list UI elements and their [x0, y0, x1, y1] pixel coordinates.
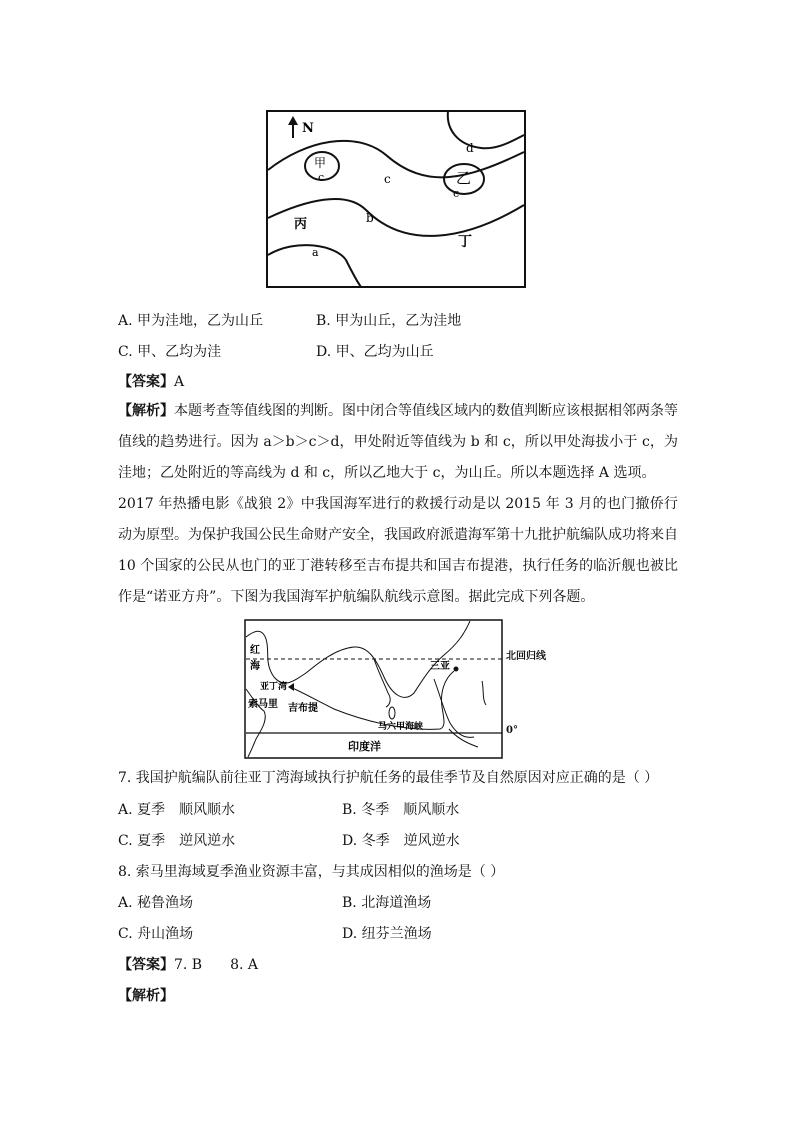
option-letter: C. — [118, 833, 133, 849]
label-yi: 乙 — [456, 169, 472, 187]
answer-value: 7. B 8. A — [174, 957, 259, 973]
label-d: d — [466, 141, 474, 155]
option-letter: A. — [118, 313, 133, 329]
question-intro: 2017 年热播电影《战狼 2》中我国海军进行的救援行动是以 2015 年 3 月的也门撤侨行动为原型。为保护我国公民生命财产安全，我国政府派遣海军第十九批护航编队成功将来自 10 个国家的公民从也门的亚丁港转移至吉布提共和国吉布提港，执行任务的临沂舰也被比作是“诺亚方舟”。下图为我国海军护航编队航线示意图。据此完成下列各题。 — [118, 496, 678, 605]
label-gulf-of-aden: 亚丁湾 — [260, 682, 288, 692]
label-djibouti: 吉布提 — [288, 703, 318, 714]
option-letter: B. — [342, 802, 357, 818]
option-text: 甲、乙均为山丘 — [335, 344, 434, 360]
q8-option-d — [342, 924, 432, 944]
option-letter: D. — [316, 344, 332, 360]
q7-option-d — [342, 831, 460, 851]
label-somalia: 索马里 — [248, 699, 278, 710]
contour-map-frame — [267, 111, 525, 287]
q7-stem: 7. 我国护航编队前往亚丁湾海域执行护航任务的最佳季节及自然原因对应正确的是（ ） — [118, 770, 659, 786]
option-letter: B. — [316, 313, 331, 329]
q6-option-a — [118, 311, 263, 331]
option-text: 北海道渔场 — [361, 895, 432, 911]
label-a: a — [312, 246, 319, 259]
analysis-1 — [118, 396, 678, 489]
label-red-sea-1: 红 — [250, 645, 260, 656]
answer-tag: 【答案】 — [118, 957, 174, 973]
option-text: 秘鲁渔场 — [137, 895, 194, 911]
label-c-yi: c — [453, 187, 460, 200]
answer-1 — [118, 372, 184, 392]
contour-map — [266, 110, 526, 288]
route-map — [244, 619, 503, 759]
answer-2 — [118, 955, 258, 975]
option-letter: D. — [342, 926, 358, 942]
option-letter: A. — [118, 895, 133, 911]
q6-option-b — [316, 311, 461, 331]
label-jia: 甲 — [314, 156, 327, 170]
label-tropic-of-cancer: 北回归线 — [506, 651, 546, 662]
option-letter: C. — [118, 344, 133, 360]
answer-tag: 【答案】 — [118, 374, 174, 390]
q8-option-b — [342, 893, 431, 913]
analysis-tag: 【解析】 — [118, 403, 174, 419]
q7-option-b — [342, 800, 459, 820]
analysis-2-tag: 【解析】 — [118, 988, 174, 1004]
label-ding: 丁 — [458, 234, 472, 250]
q8-option-a — [118, 893, 193, 913]
q6-option-c — [118, 342, 221, 362]
label-c-jia: c — [318, 171, 325, 184]
q7-option-a — [118, 800, 235, 820]
option-letter: C. — [118, 926, 133, 942]
option-text: 甲为山丘，乙为洼地 — [335, 313, 462, 329]
option-text: 甲、乙均为洼 — [137, 344, 222, 360]
label-sanya: 三亚 — [430, 661, 450, 672]
sanya-marker-icon — [454, 667, 459, 672]
label-bing: 丙 — [294, 217, 308, 232]
q6-option-d — [316, 342, 434, 362]
option-letter: B. — [342, 895, 357, 911]
q8-stem: 8. 索马里海域夏季渔业资源丰富，与其成因相似的渔场是（ ） — [118, 864, 505, 880]
label-red-sea-2: 海 — [250, 661, 260, 672]
option-text: 甲为洼地，乙为山丘 — [137, 313, 264, 329]
option-text: 夏季 顺风顺水 — [137, 802, 236, 818]
label-c-line: c — [384, 172, 391, 186]
option-text: 舟山渔场 — [137, 926, 194, 942]
q8-option-c — [118, 924, 193, 944]
option-letter: A. — [118, 802, 133, 818]
analysis-text: 本题考查等值线图的判断。图中闭合等值线区域内的数值判断应该根据相邻两条等值线的趋势进行。因为 a＞b＞c＞d，甲处附近等值线为 b 和 c，所以甲处海拔小于 c，为洼地；乙处附近的等高线为 d 和 c，所以乙地大于 c，为山丘。所以本题选择 A 选项。 — [118, 403, 678, 481]
q7-option-c — [118, 831, 235, 851]
label-indian-ocean: 印度洋 — [348, 740, 381, 753]
north-label: N — [302, 121, 314, 136]
label-malacca: 马六甲海峡 — [378, 722, 424, 732]
answer-value: A — [174, 374, 185, 390]
option-letter: D. — [342, 833, 358, 849]
label-b: b — [366, 211, 374, 225]
option-text: 冬季 逆风逆水 — [361, 833, 460, 849]
option-text: 夏季 逆风逆水 — [137, 833, 236, 849]
label-equator: 0° — [506, 725, 518, 736]
option-text: 冬季 顺风顺水 — [361, 802, 460, 818]
option-text: 纽芬兰渔场 — [361, 926, 432, 942]
